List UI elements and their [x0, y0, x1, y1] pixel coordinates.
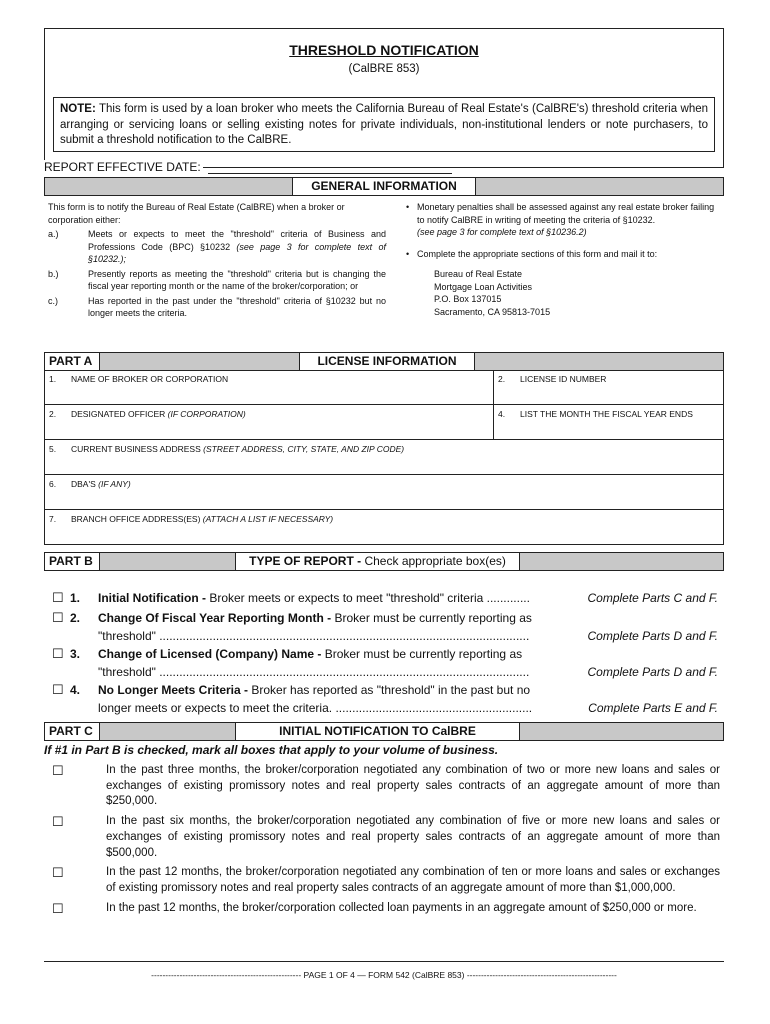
license-id-field[interactable]: 2. LICENSE ID NUMBER	[498, 374, 607, 384]
general-info-bar	[44, 177, 724, 196]
page-footer: ----------------------------------------------------- PAGE 1 OF 4 — FORM 542 (CalBRE 853) -----------------------------------------------------	[151, 970, 617, 980]
report-date-label: REPORT EFFECTIVE DATE:	[44, 160, 201, 174]
note-box	[53, 97, 715, 152]
report-date-input-line[interactable]	[208, 173, 452, 174]
part-b-heading: TYPE OF REPORT - Check appropriate box(es)	[235, 552, 520, 571]
part-c-heading: INITIAL NOTIFICATION TO CalBRE	[235, 722, 520, 741]
checkbox-volume-12-months-payments[interactable]: ☐	[52, 900, 64, 916]
part-a-label: PART A	[44, 352, 100, 371]
checkbox-name-change[interactable]: ☐	[52, 646, 64, 661]
fiscal-year-month-field[interactable]: 4. LIST THE MONTH THE FISCAL YEAR ENDS	[498, 409, 693, 419]
volume-option-4: ☐ In the past 12 months, the broker/corporation collected loan payments in an aggregate amount of $250,000 or more.	[52, 900, 697, 916]
instruction-4: Complete Parts E and F.	[588, 701, 718, 715]
branch-address-field[interactable]: 7. BRANCH OFFICE ADDRESS(ES) (ATTACH A LIST IF NECESSARY)	[49, 514, 334, 524]
part-c-label: PART C	[44, 722, 100, 741]
note-text: This form is used by a loan broker who meets the California Bureau of Real Estate's (CalBRE's) threshold criteria when arranging or servicing loans or selling existing notes for private individuals, non-institutional lenders or note purchasers, to submit a threshold notification to the CalBRE.	[60, 103, 708, 146]
report-type-option-2: ☐ 2. Change Of Fiscal Year Reporting Month - Broker must be currently reporting as "threshold" ............................................................................................................... Complete Parts D and F.	[52, 610, 718, 643]
checkbox-volume-12-months-loans[interactable]: ☐	[52, 865, 64, 881]
designated-officer-field[interactable]: 2. DESIGNATED OFFICER (IF CORPORATION)	[45, 405, 494, 439]
form-title: THRESHOLD NOTIFICATION	[289, 42, 479, 58]
business-address-field[interactable]: 5. CURRENT BUSINESS ADDRESS (STREET ADDRESS, CITY, STATE, AND ZIP CODE)	[49, 444, 405, 454]
part-c-bar	[44, 722, 724, 741]
volume-option-3: ☐ In the past 12 months, the broker/corporation negotiated any combination of ten or more loans and sales or exchanges of existing promissory notes and real property sales contracts of an aggregate amount of more than $1,000,000.	[52, 865, 720, 894]
general-item-b: b.) Presently reports as meeting the "threshold" criteria but is changing the fiscal year reporting month or the name of the broker/corporation; or	[48, 268, 386, 291]
dba-field[interactable]: 6. DBA'S (IF ANY)	[49, 479, 131, 489]
general-item-a: a.) Meets or expects to meet the "threshold" criteria of Business and Professions Code (BPC) §10232 (see page 3 for complete text of §10232.);	[48, 229, 386, 264]
part-a-bar	[44, 352, 724, 371]
license-info-fields	[44, 370, 724, 545]
note-label: NOTE:	[60, 103, 96, 115]
header-box	[44, 28, 724, 168]
general-item-c: c.) Has reported in the past under the "threshold" criteria of §10232 but no longer meets the criteria.	[48, 295, 386, 318]
report-type-option-1: ☐ 1. Initial Notification - Broker meets or expects to meet "threshold" criteria ............. Complete Parts C and F.	[52, 590, 718, 605]
part-a-heading: LICENSE INFORMATION	[299, 352, 475, 371]
volume-option-2: ☐ In the past six months, the broker/corporation negotiated any combination of five or more new loans and sales or exchanges of existing promissory notes and real property sales contracts of an aggregate amount of more than $500,000.	[52, 814, 720, 859]
checkbox-volume-6-months[interactable]: ☐	[52, 814, 64, 830]
checkbox-fiscal-year-change[interactable]: ☐	[52, 610, 64, 625]
general-info-left	[48, 201, 386, 320]
bullet-penalties: • Monetary penalties shall be assessed against any real estate broker failing to notify CalBRE in writing of meeting the criteria of §10232. (see page 3 for complete text of §10236.2)	[406, 202, 715, 237]
part-b-bar	[44, 552, 724, 571]
report-type-options	[52, 589, 724, 717]
broker-name-field[interactable]: 1. NAME OF BROKER OR CORPORATION	[45, 370, 494, 404]
form-number: (CalBRE 853)	[348, 63, 420, 75]
instruction-2: Complete Parts D and F.	[587, 629, 718, 643]
volume-options	[52, 763, 720, 920]
report-type-option-3: ☐ 3. Change of Licensed (Company) Name - Broker must be currently reporting as "threshold" ............................................................................................................... Complete Parts D and F.	[52, 646, 718, 679]
general-intro: This form is to notify the Bureau of Real Estate (CalBRE) when a broker or corporation either:	[48, 202, 345, 225]
general-info-right	[406, 201, 722, 318]
bullet-mail: • Complete the appropriate sections of this form and mail it to:	[406, 248, 658, 259]
part-b-label: PART B	[44, 552, 100, 571]
instruction-1: Complete Parts C and F.	[587, 591, 718, 605]
instruction-3: Complete Parts D and F.	[587, 665, 718, 679]
general-info-heading: GENERAL INFORMATION	[292, 177, 476, 196]
report-type-option-4: ☐ 4. No Longer Meets Criteria - Broker has reported as "threshold" in the past but no longer meets or expects to meet the criteria. ........................................................... Complete Parts E and F.	[52, 682, 718, 715]
checkbox-no-longer-meets[interactable]: ☐	[52, 682, 64, 697]
mailing-address: Bureau of Real Estate Mortgage Loan Activities P.O. Box 137015 Sacramento, CA 95813-7015	[434, 269, 551, 317]
volume-option-1: ☐ In the past three months, the broker/corporation negotiated any combination of two or more new loans and sales or exchanges of existing promissory notes and real property sales contracts of an aggregate amount of more than $250,000.	[52, 763, 720, 808]
part-c-instruction: If #1 in Part B is checked, mark all boxes that apply to your volume of business.	[44, 743, 499, 757]
checkbox-volume-3-months[interactable]: ☐	[52, 763, 64, 778]
footer-divider	[44, 961, 724, 962]
checkbox-initial-notification[interactable]: ☐	[52, 590, 64, 605]
